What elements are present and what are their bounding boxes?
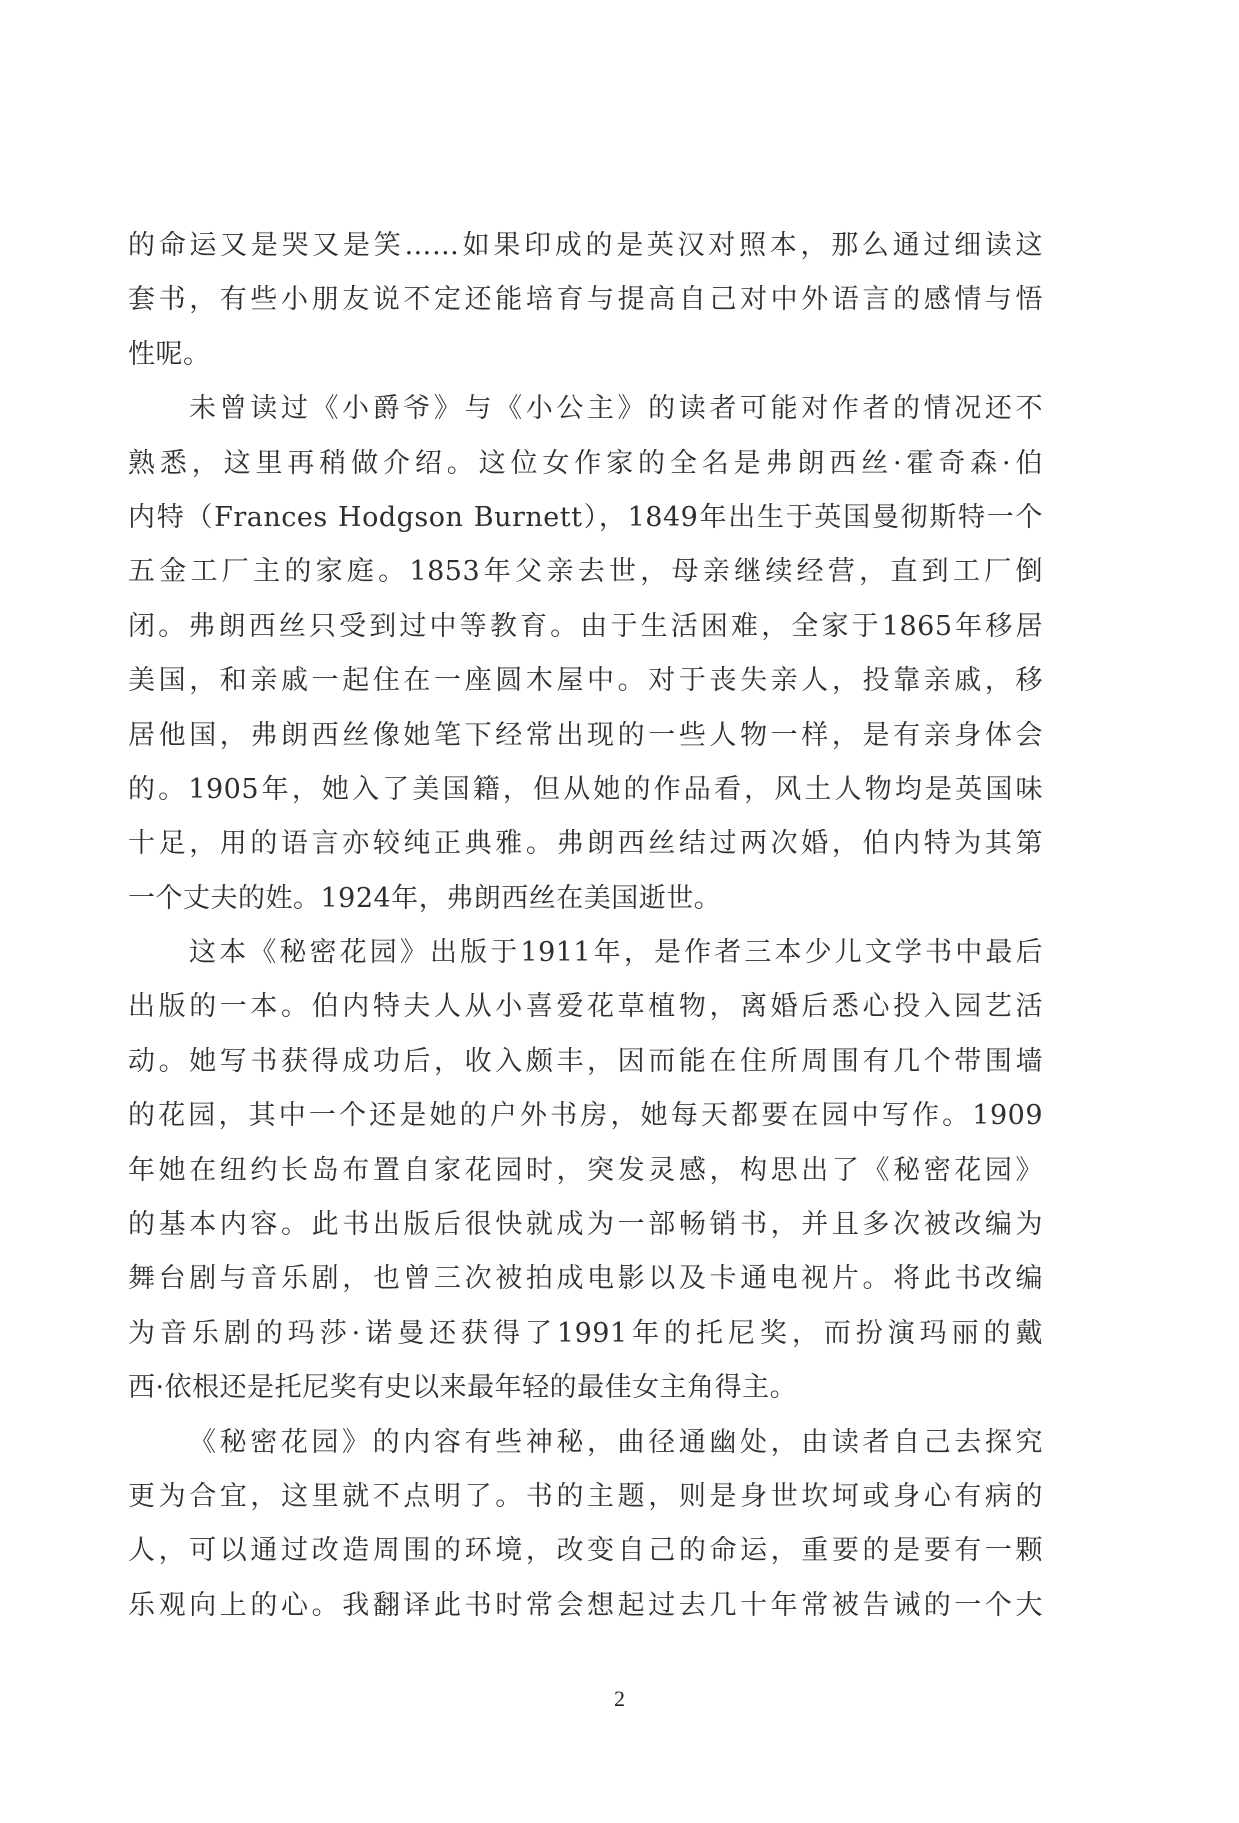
page-number: 2 — [614, 1686, 625, 1711]
text-line: 未曾读过《小爵爷》与《小公主》的读者可能对作者的情况还不 — [189, 393, 1043, 425]
text-line: 出版的一本。伯内特夫人从小喜爱花草植物，离婚后悉心投入园艺活 — [128, 991, 1043, 1023]
text-line: 套书，有些小朋友说不定还能培育与提高自己对中外语言的感情与悟 — [128, 284, 1043, 316]
text-line: 居他国，弗朗西丝像她笔下经常出现的一些人物一样，是有亲身体会 — [128, 719, 1043, 751]
text-line: 的基本内容。此书出版后很快就成为一部畅销书，并且多次被改编为 — [128, 1209, 1043, 1241]
text-line: 为音乐剧的玛莎·诺曼还获得了1991年的托尼奖，而扮演玛丽的戴 — [128, 1317, 1043, 1349]
text-line: 闭。弗朗西丝只受到过中等教育。由于生活困难，全家于1865年移居 — [128, 610, 1043, 642]
text-line: 年她在纽约长岛布置自家花园时，突发灵感，构思出了《秘密花园》 — [128, 1154, 1043, 1186]
text-line: 《秘密花园》的内容有些神秘，曲径通幽处，由读者自己去探究 — [189, 1426, 1043, 1458]
text-line: 十足，用的语言亦较纯正典雅。弗朗西丝结过两次婚，伯内特为其第 — [128, 828, 1043, 860]
text-line: 人，可以通过改造周围的环境，改变自己的命运，重要的是要有一颗 — [128, 1535, 1043, 1567]
text-line: 舞台剧与音乐剧，也曾三次被拍成电影以及卡通电视片。将此书改编 — [128, 1263, 1043, 1295]
text-line: 美国，和亲戚一起住在一座圆木屋中。对于丧失亲人，投靠亲戚，移 — [128, 665, 1043, 697]
text-line: 乐观向上的心。我翻译此书时常会想起过去几十年常被告诫的一个大 — [128, 1589, 1043, 1621]
text-line: 西·依根还是托尼奖有史以来最年轻的最佳女主角得主。 — [128, 1372, 798, 1404]
text-line: 更为合宜，这里就不点明了。书的主题，则是身世坎坷或身心有病的 — [128, 1480, 1043, 1512]
text-line: 这本《秘密花园》出版于1911年，是作者三本少儿文学书中最后 — [189, 937, 1043, 969]
text-line: 的命运又是哭又是笑……如果印成的是英汉对照本，那么通过细读这 — [128, 230, 1043, 261]
text-line: 一个丈夫的姓。1924年，弗朗西丝在美国逝世。 — [128, 882, 722, 914]
body-text — [128, 219, 1043, 1633]
text-line: 五金工厂主的家庭。1853年父亲去世，母亲继续经营，直到工厂倒 — [128, 556, 1043, 588]
text-line: 的。1905年，她入了美国籍，但从她的作品看，风土人物均是英国味 — [128, 773, 1043, 805]
text-line: 性呢。 — [128, 338, 211, 370]
text-line: 内特（Frances Hodgson Burnett），1849年出生于英国曼彻斯特一个 — [128, 501, 1043, 533]
text-line: 熟悉，这里再稍做介绍。这位女作家的全名是弗朗西丝·霍奇森·伯 — [128, 447, 1043, 479]
text-line: 的花园，其中一个还是她的户外书房，她每天都要在园中写作。1909 — [128, 1100, 1043, 1132]
text-line: 动。她写书获得成功后，收入颇丰，因而能在住所周围有几个带围墙 — [128, 1045, 1043, 1077]
